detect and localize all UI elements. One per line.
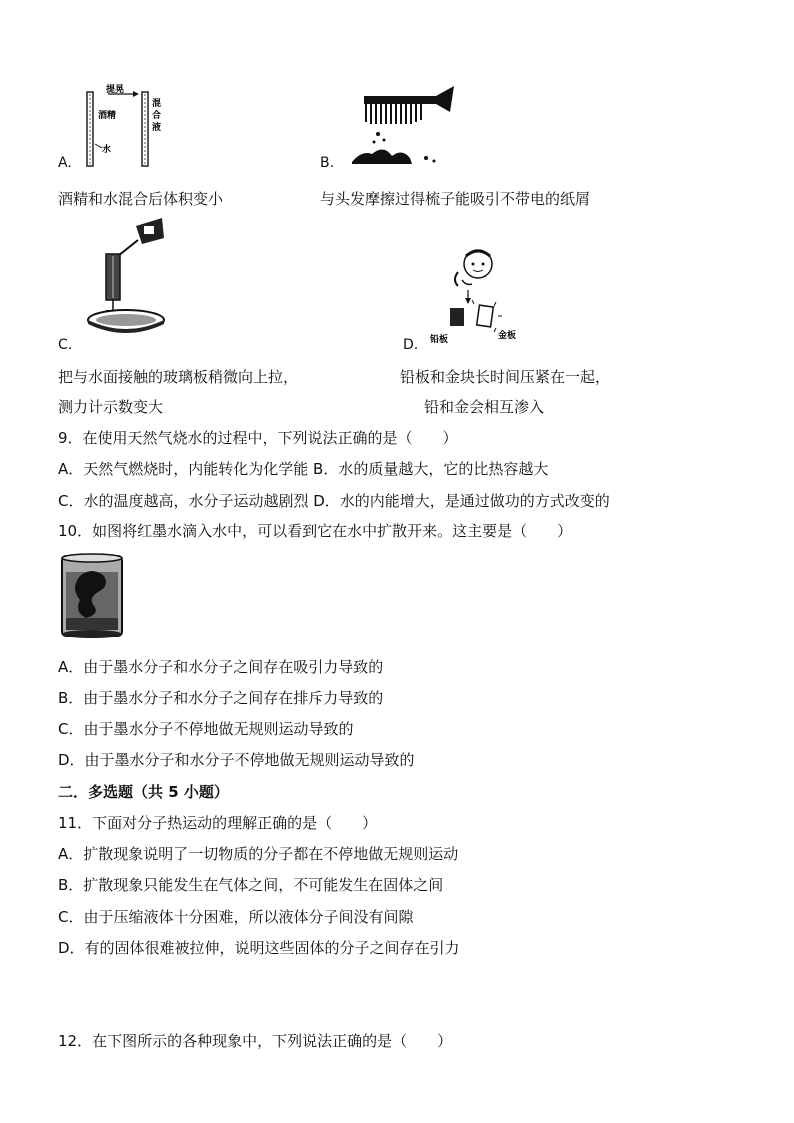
figure-b-comb bbox=[350, 82, 460, 168]
figure-b-letter: B. bbox=[320, 155, 335, 171]
q11-option-b[interactable]: B．扩散现象只能发生在气体之间，不可能发生在固体之间 bbox=[58, 876, 444, 894]
q10-option-b[interactable]: B．由于墨水分子和水分子之间存在排斥力导致的 bbox=[58, 689, 384, 707]
fig-d-gold-label: 金板 bbox=[498, 331, 517, 341]
q11-option-d[interactable]: D．有的固体很难被拉伸，说明这些固体的分子之间存在引力 bbox=[58, 939, 460, 957]
q12-stem: 12．在下图所示的各种现象中，下列说法正确的是（ ） bbox=[58, 1032, 453, 1050]
figure-d-caption-line2: 铅和金会相互渗入 bbox=[424, 398, 545, 416]
fig-a-water-label: 水 bbox=[102, 145, 112, 155]
q9-options-row1: A．天然气燃烧时，内能转化为化学能 B．水的质量越大，它的比热容越大 bbox=[58, 460, 549, 478]
figure-ink-beaker bbox=[60, 552, 124, 638]
fig-d-lead-label: 铅板 bbox=[430, 335, 449, 345]
q11-option-a[interactable]: A．扩散现象说明了一切物质的分子都在不停地做无规则运动 bbox=[58, 845, 459, 863]
fig-a-mixed-2: 合 bbox=[152, 111, 162, 121]
fig-a-mixed-1: 混 bbox=[152, 99, 162, 109]
figure-d-lead-gold bbox=[428, 240, 528, 348]
fig-a-mixed-3: 液 bbox=[152, 123, 162, 133]
figure-a-letter: A. bbox=[58, 155, 72, 171]
section2-title: 二．多选题（共 5 小题） bbox=[58, 783, 229, 801]
figure-d-caption-line1: 铅板和金块长时间压紧在一起， bbox=[400, 368, 611, 386]
q9-options-row2: C．水的温度越高，水分子运动越剧烈 D．水的内能增大，是通过做功的方式改变的 bbox=[58, 492, 610, 510]
fig-a-lift-label: 提晃 bbox=[106, 85, 125, 95]
q10-option-c[interactable]: C．由于墨水分子不停地做无规则运动导致的 bbox=[58, 720, 354, 738]
q11-stem: 11．下面对分子热运动的理解正确的是（ ） bbox=[58, 814, 378, 832]
figure-d-letter: D. bbox=[403, 337, 419, 353]
figure-c-letter: C. bbox=[58, 337, 73, 353]
q10-option-d[interactable]: D．由于墨水分子和水分子不停地做无规则运动导致的 bbox=[58, 751, 415, 769]
fig-a-alcohol-label: 酒精 bbox=[98, 111, 117, 121]
figure-c-caption-line2: 测力计示数变大 bbox=[58, 398, 164, 416]
figure-c-spring-scale bbox=[84, 216, 174, 334]
q11-option-c[interactable]: C．由于压缩液体十分困难，所以液体分子间没有间隙 bbox=[58, 908, 414, 926]
figure-a-caption: 酒精和水混合后体积变小 bbox=[58, 190, 224, 208]
q10-option-a[interactable]: A．由于墨水分子和水分子之间存在吸引力导致的 bbox=[58, 658, 384, 676]
figure-b-caption: 与头发摩擦过得梳子能吸引不带电的纸屑 bbox=[320, 190, 591, 208]
q10-stem: 10．如图将红墨水滴入水中，可以看到它在水中扩散开来。这主要是（ ） bbox=[58, 522, 573, 540]
figure-a-tubes bbox=[78, 84, 188, 170]
figure-c-caption-line1: 把与水面接触的玻璃板稍微向上拉， bbox=[58, 368, 299, 386]
q9-stem: 9．在使用天然气烧水的过程中，下列说法正确的是（ ） bbox=[58, 429, 458, 447]
